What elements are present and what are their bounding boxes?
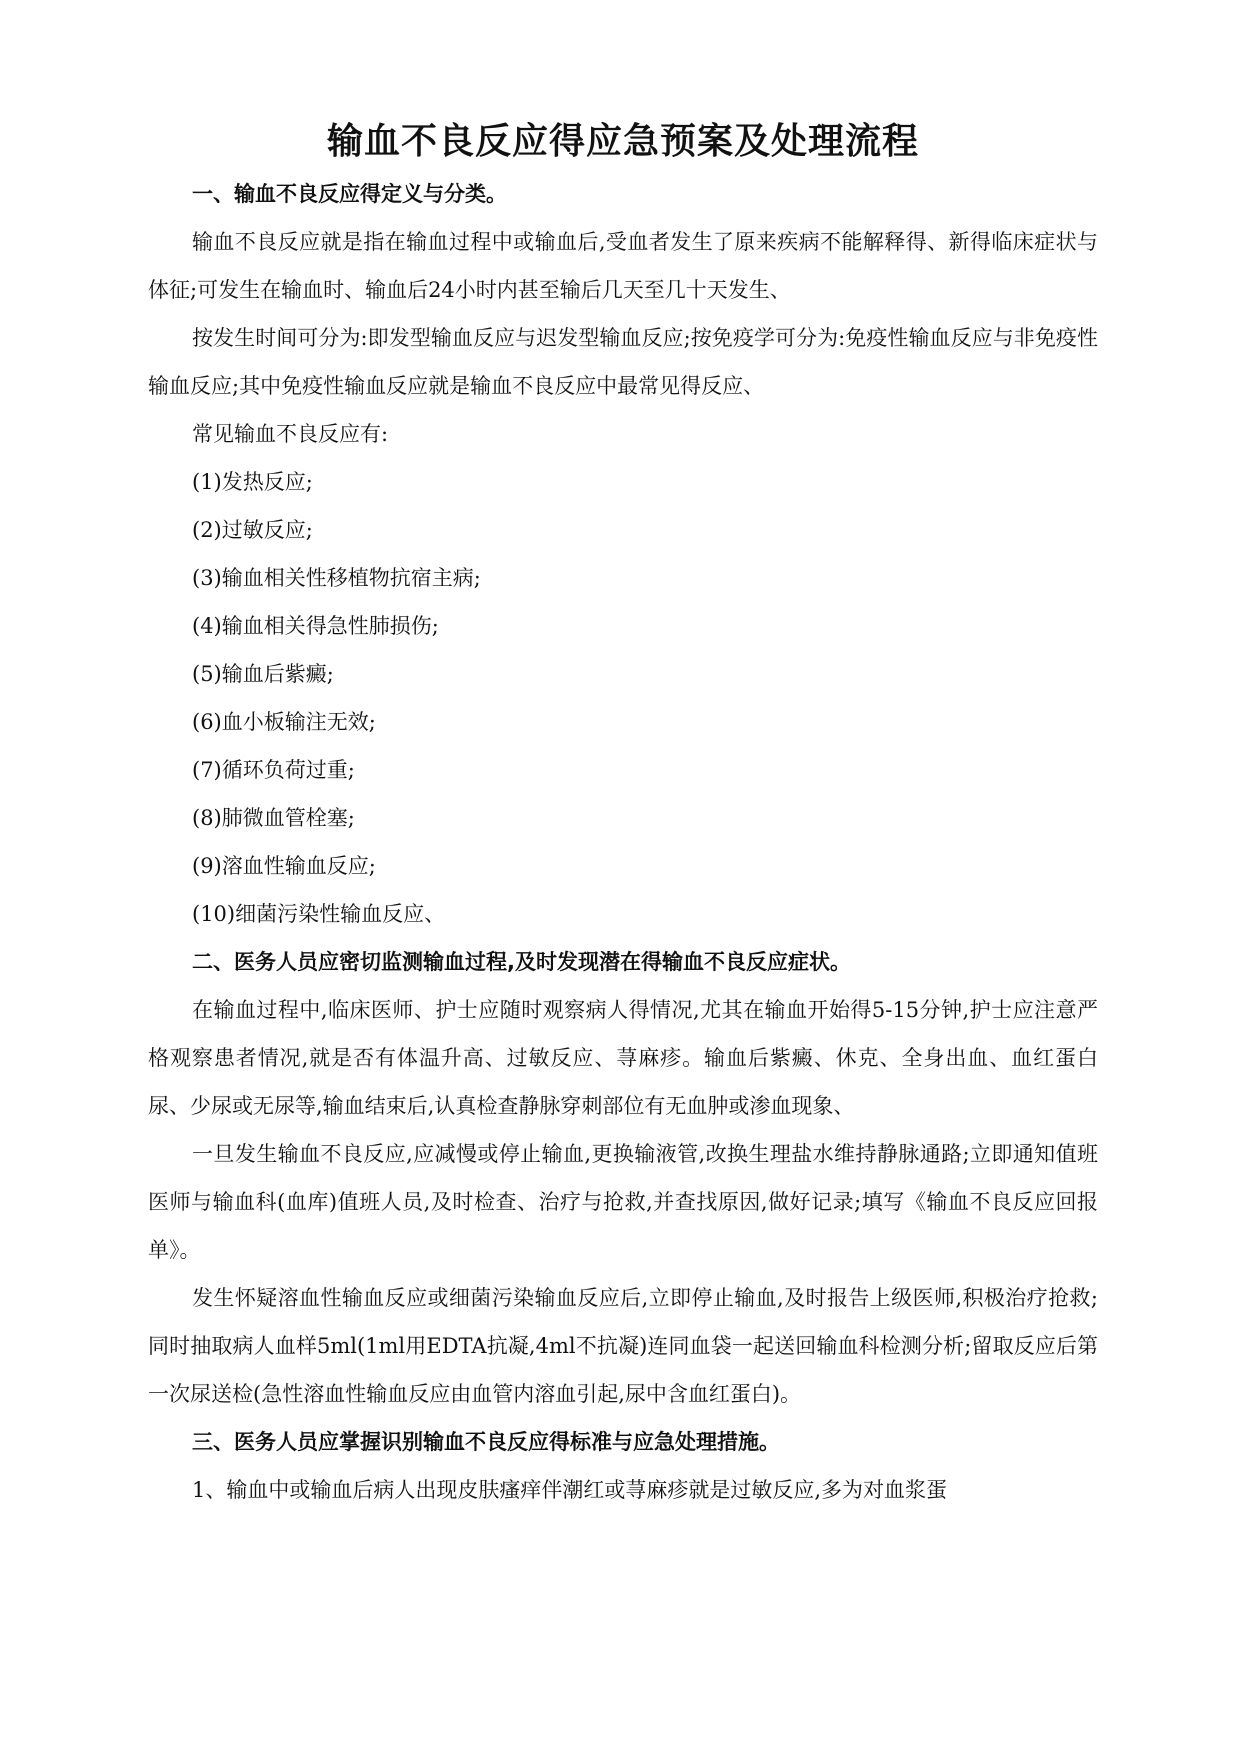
list-item: (6)血小板输注无效; [192, 710, 376, 734]
list-item: (10)细菌污染性输血反应、 [192, 902, 446, 926]
paragraph-common-reactions-intro: 常见输血不良反应有: [192, 422, 389, 446]
document-title: 输血不良反应得应急预案及处理流程 [326, 121, 919, 162]
paragraph-classification: 按发生时间可分为:即发型输血反应与迟发型输血反应;按免疫学可分为:免疫性输血反应与非免疫性输血反应;其中免疫性输血反应就是输血不良反应中最常见得反应、 [148, 326, 1098, 398]
list-item: (7)循环负荷过重; [192, 758, 355, 782]
list-item: (4)输血相关得急性肺损伤; [192, 614, 439, 638]
paragraph-observation: 在输血过程中,临床医师、护士应随时观察病人得情况,尤其在输血开始得5-15分钟,护士应注意严格观察患者情况,就是否有体温升高、过敏反应、荨麻疹。输血后紫癜、休克、全身出血、血红蛋白尿、少尿或无尿等,输血结束后,认真检查静脉穿刺部位有无血肿或渗血现象、 [148, 998, 1098, 1118]
section-heading-monitoring: 二、医务人员应密切监测输血过程,及时发现潜在得输血不良反应症状。 [192, 950, 851, 974]
list-item: (1)发热反应; [192, 470, 313, 494]
paragraph-allergic-reaction: 1、输血中或输血后病人出现皮肤瘙痒伴潮红或荨麻疹就是过敏反应,多为对血浆蛋 [192, 1478, 948, 1502]
section-heading-definition: 一、输血不良反应得定义与分类。 [192, 182, 507, 206]
list-item: (2)过敏反应; [192, 518, 313, 542]
list-item: (9)溶血性输血反应; [192, 854, 376, 878]
document-body [148, 118, 1098, 1514]
paragraph-immediate-action: 一旦发生输血不良反应,应减慢或停止输血,更换输液管,改换生理盐水维持静脉通路;立即通知值班医师与输血科(血库)值班人员,及时检查、治疗与抢救,并查找原因,做好记录;填写《输血不良反应回报单》。 [148, 1142, 1098, 1262]
list-item: (8)肺微血管栓塞; [192, 806, 355, 830]
paragraph-hemolytic-procedure: 发生怀疑溶血性输血反应或细菌污染输血反应后,立即停止输血,及时报告上级医师,积极治疗抢救;同时抽取病人血样5ml(1ml用EDTA抗凝,4ml不抗凝)连同血袋一起送回输血科检测分析;留取反应后第一次尿送检(急性溶血性输血反应由血管内溶血引起,尿中含血红蛋白)。 [148, 1286, 1098, 1406]
list-item: (5)输血后紫癜; [192, 662, 334, 686]
reaction-list [148, 458, 1098, 938]
list-item: (3)输血相关性移植物抗宿主病; [192, 566, 481, 590]
section-heading-identification: 三、医务人员应掌握识别输血不良反应得标准与应急处理措施。 [192, 1430, 780, 1454]
paragraph-definition: 输血不良反应就是指在输血过程中或输血后,受血者发生了原来疾病不能解释得、新得临床症状与体征;可发生在输血时、输血后24小时内甚至输后几天至几十天发生、 [148, 230, 1098, 302]
